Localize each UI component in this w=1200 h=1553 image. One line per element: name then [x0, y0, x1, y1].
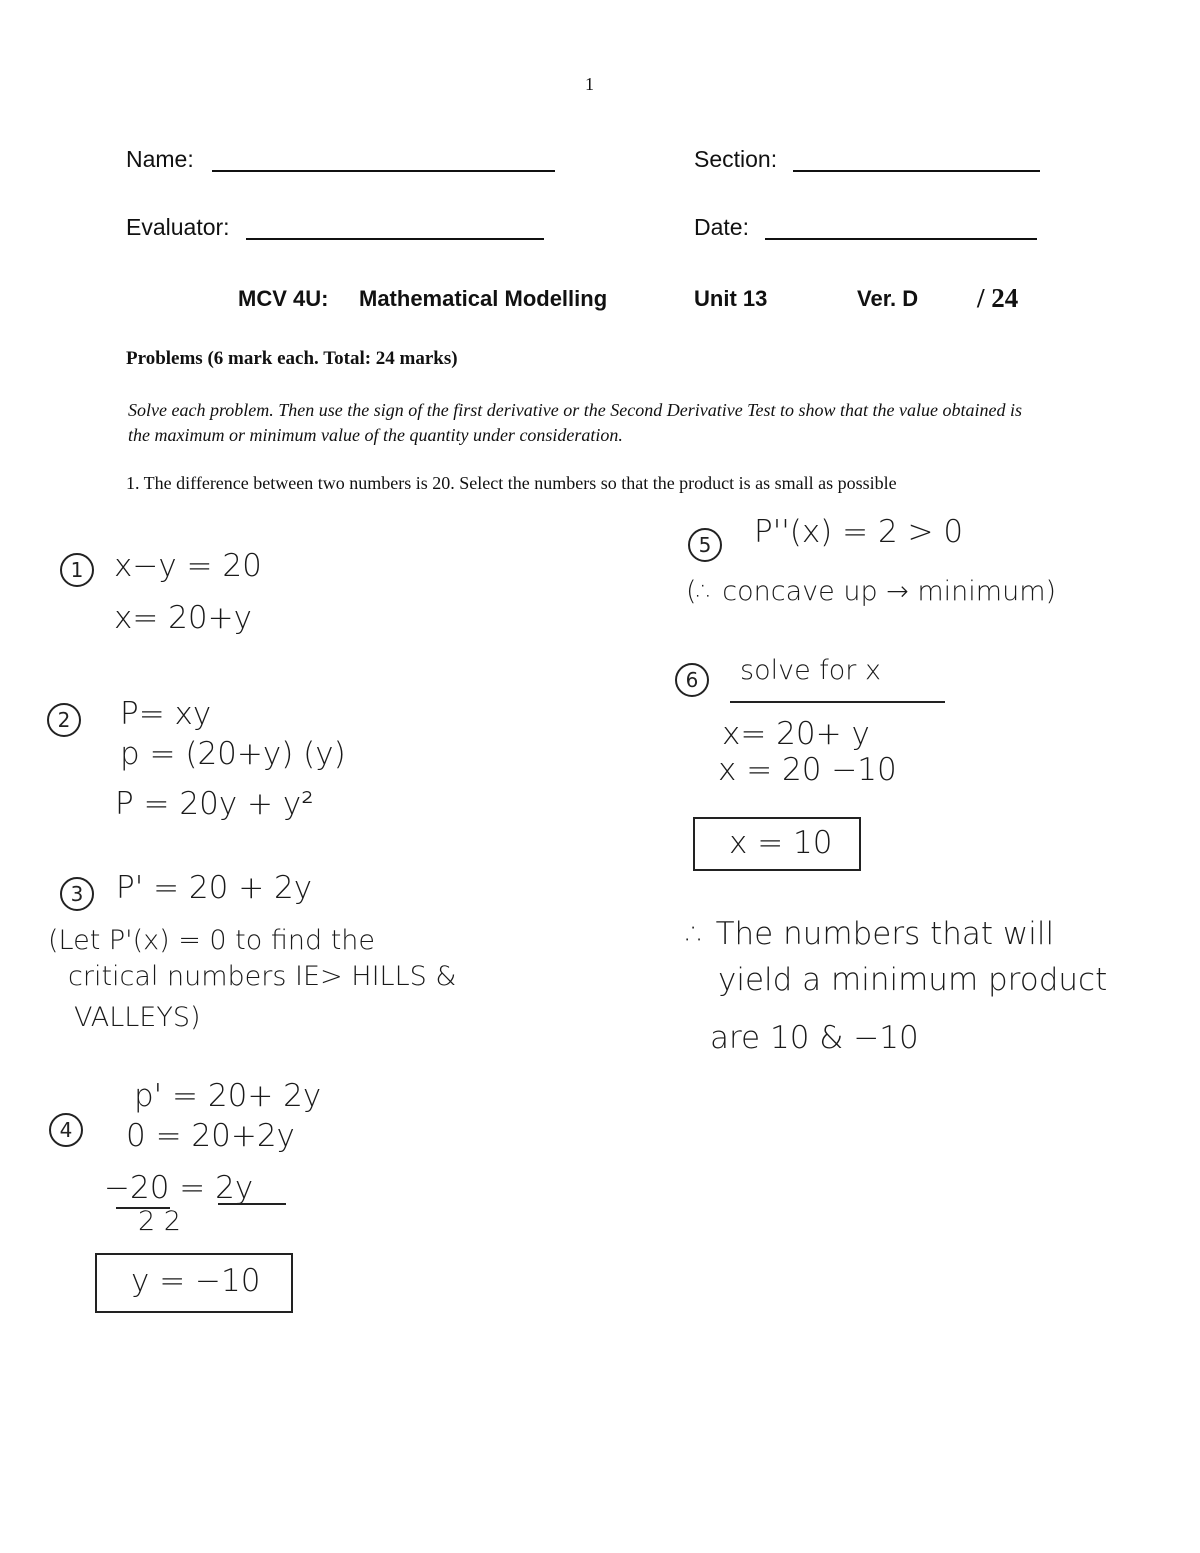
step-5-note: (∴ concave up → minimum) [686, 576, 1057, 607]
step-6-line-1: x= 20+ y [722, 716, 870, 752]
step-1-marker: 1 [60, 553, 94, 587]
step-3-line: P' = 20 + 2y [116, 870, 313, 906]
step-1-line-1: x−y = 20 [114, 548, 262, 584]
step-6-answer-box [693, 817, 861, 871]
step-2-line-2: p = (20+y) (y) [120, 736, 346, 772]
conclusion-line-1: ∴ The numbers that will [686, 916, 1055, 952]
step-3-marker: 3 [60, 877, 94, 911]
step-3-note-2: critical numbers IE> HILLS & [68, 961, 457, 992]
evaluator-field[interactable] [246, 238, 544, 240]
step-4-answer-box [95, 1253, 293, 1313]
fraction-bar-right [218, 1203, 286, 1205]
section-label: Section: [694, 146, 778, 172]
step-4-line-1: p' = 20+ 2y [134, 1078, 322, 1114]
step-1-line-2: x= 20+y [114, 600, 252, 636]
step-3-note-3: VALLEYS) [74, 1002, 201, 1033]
evaluator-label: Evaluator: [126, 214, 230, 240]
page-number: 1 [585, 74, 594, 94]
step-6-line-2: x = 20 −10 [718, 752, 897, 788]
step-3-note-1: (Let P'(x) = 0 to find the [48, 925, 376, 956]
date-field[interactable] [765, 238, 1037, 240]
step-2-line-3: P = 20y + y² [115, 786, 314, 822]
step-6-marker: 6 [675, 663, 709, 697]
step-4-line-3: −20 = 2y [104, 1170, 254, 1206]
name-field[interactable] [212, 170, 555, 172]
conclusion-line-2: yield a minimum product [718, 962, 1108, 998]
name-label: Name: [126, 146, 194, 172]
conclusion-line-3: are 10 & −10 [710, 1020, 919, 1056]
step-2-line-1: P= xy [120, 696, 212, 732]
problems-heading: Problems (6 mark each. Total: 24 marks) [126, 348, 458, 369]
course-code: MCV 4U: [238, 286, 329, 311]
step-4-line-4: 2 2 [138, 1206, 181, 1237]
step-6-heading-underline [730, 701, 945, 703]
instructions: Solve each problem. Then use the sign of the first derivative or the Second Derivative Test to show that the value obtained is the maximum or minimum value of the quantity under consideration. [128, 400, 1023, 445]
section-field[interactable] [793, 170, 1040, 172]
course-title: Mathematical Modelling [359, 286, 608, 311]
problem-1: 1. The difference between two numbers is 20. Select the numbers so that the product is as small as possible [126, 473, 897, 493]
step-5-line: P''(x) = 2 > 0 [754, 514, 964, 550]
step-4-answer: y = −10 [131, 1263, 261, 1299]
unit-label: Unit 13 [694, 286, 768, 311]
step-5-marker: 5 [688, 528, 722, 562]
step-6-answer: x = 10 [729, 825, 833, 861]
score-total: / 24 [977, 283, 1019, 313]
step-2-marker: 2 [47, 703, 81, 737]
date-label: Date: [694, 214, 749, 240]
step-4-line-2: 0 = 20+2y [126, 1118, 295, 1154]
step-4-marker: 4 [49, 1113, 83, 1147]
step-6-heading: solve for x [740, 655, 881, 686]
version-label: Ver. D [857, 286, 919, 311]
